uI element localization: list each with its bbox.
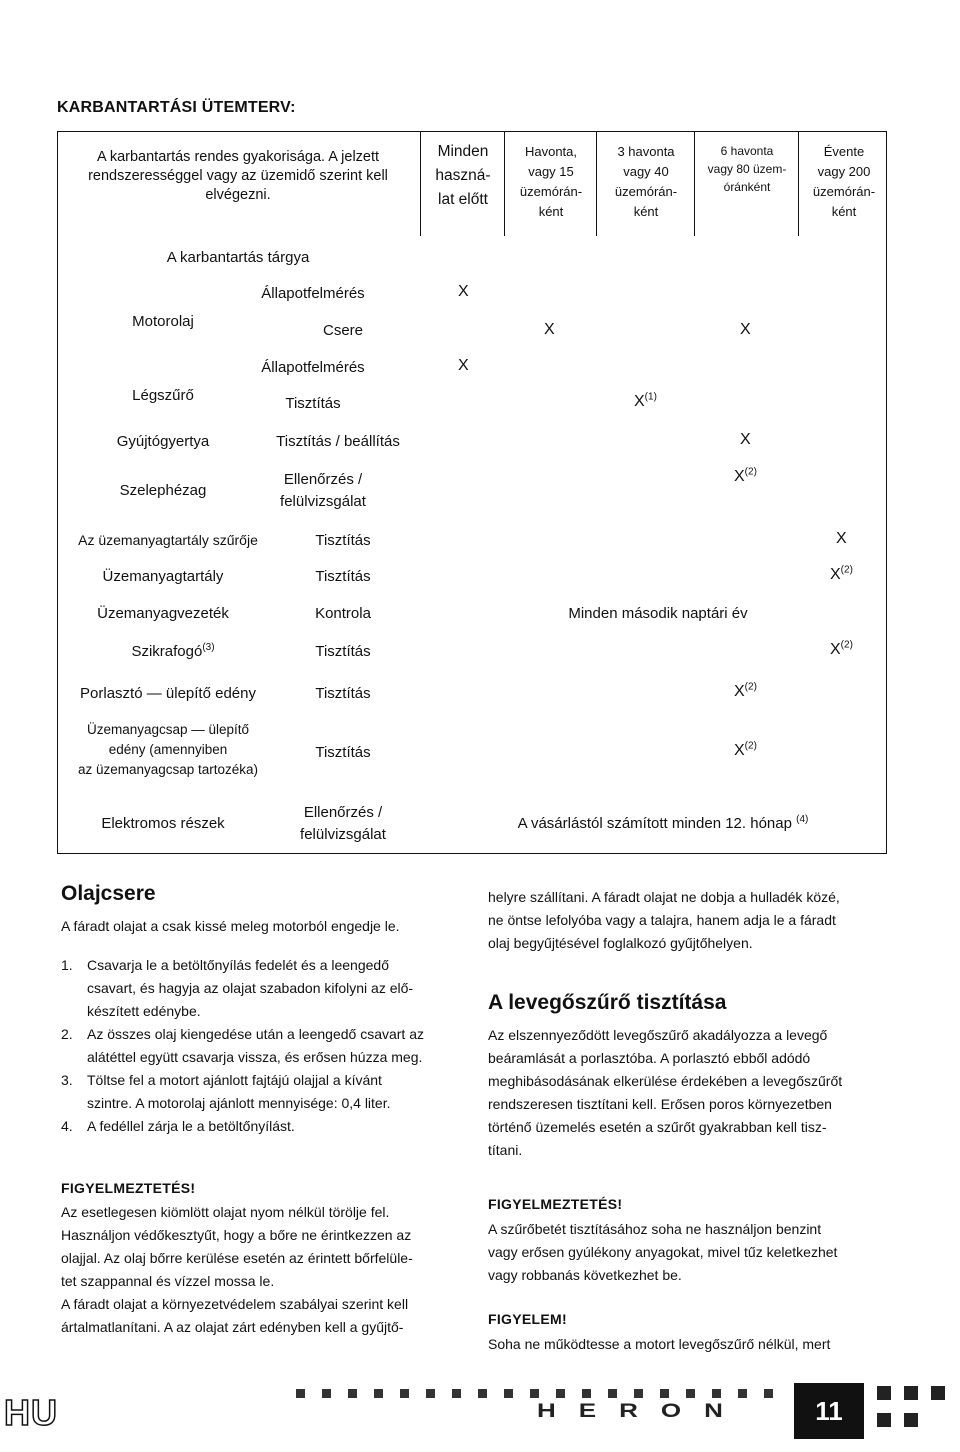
column-divider — [596, 132, 597, 236]
column-divider — [504, 132, 505, 236]
task-cleaning: Tisztítás — [315, 685, 371, 702]
mark-x-note: $X^{(2)}$ — [734, 466, 757, 485]
column-header-yearly: Évente vagy 200 üzemórán- ként — [812, 144, 876, 219]
mark-x-note: $X^{(2)}$ — [830, 639, 853, 658]
column-header-quarterly: 3 havonta vagy 40 üzemórán- ként — [614, 144, 678, 219]
schedule-title: KARBANTARTÁSI ÜTEMTERV: — [57, 99, 296, 116]
brand-logo: HERON — [537, 1398, 746, 1422]
task-replace: Csere — [322, 322, 363, 339]
task-condition-check: Állapotfelmérés — [261, 359, 365, 376]
mark-x: X — [458, 357, 469, 374]
column-header-half-yearly: 6 havonta vagy 80 üzem- óránként — [707, 144, 787, 194]
row-label-tank: Üzemanyagtartály — [102, 568, 224, 585]
oil-change-step: 3. Töltse fel a motort ajánlott fajtájú olajjal a kívánt szintre. A motorolaj ajánlott mennyisége: 0,4 liter. — [61, 1072, 391, 1111]
column-divider — [420, 132, 421, 236]
oil-change-steps — [61, 954, 471, 1138]
oil-change-step: 2. Az összes olaj kiengedése után a leengedő csavart az alátéttel együtt csavarja vissza, és erősen húzza meg. — [61, 1026, 424, 1065]
air-filter-warning-title: FIGYELMEZTETÉS! — [488, 1196, 623, 1212]
air-filter-text: Az elszennyeződött levegőszűrő akadályozza a levegő beáramlását a porlasztóba. A porlasztó ebből adódó meghibásodásának elkerülése érdekében a levegőszűrőt rendszeresen tisztítani kell. Erősen poros környezetben történő üzemelés esetén a szűrőt gyakrabban kell tisz- títani. — [488, 1027, 843, 1158]
column-header-before-use: Minden haszná- lat előtt — [435, 143, 491, 208]
span-every-second-year: Minden második naptári év — [568, 605, 748, 622]
mark-x-note: $X^{(2)}$ — [734, 681, 757, 700]
mark-x: X — [740, 431, 751, 448]
task-inspection: Ellenőrzés / felülvizsgálat — [300, 804, 386, 843]
mark-x: X — [458, 283, 469, 300]
mark-x: X — [544, 321, 555, 338]
task-cleaning: Tisztítás — [315, 568, 371, 585]
oil-warning-title: FIGYELMEZTETÉS! — [61, 1180, 196, 1196]
schedule-intro: A karbantartás rendes gyakorisága. A jelzett rendszerességgel vagy az üzemidő szerint kell elvégezni. — [88, 149, 388, 203]
task-cleaning-adjust: Tisztítás / beállítás — [276, 433, 400, 450]
span-every-12-months: A vásárlástól számított minden 12. hónap $^{(4)}$ — [517, 814, 809, 832]
task-cleaning: Tisztítás — [315, 643, 371, 660]
maintenance-schedule-table — [57, 131, 887, 854]
column-divider — [798, 132, 799, 236]
oil-change-step: 4. A fedéllel zárja le a betöltőnyílást. — [61, 1118, 295, 1134]
air-filter-warning-text: A szűrőbetét tisztításához soha ne használjon benzint vagy erősen gyúlékony anyagokat, mivel tűz keletkezhet vagy robbanás következhet be. — [488, 1221, 838, 1283]
mark-x: X — [836, 530, 847, 547]
row-label-fuel-line: Üzemanyagvezeték — [97, 605, 229, 622]
air-filter-attention-text: Soha ne működtesse a motort levegőszűrő nélkül, mert — [488, 1336, 831, 1352]
mark-x-note: $X^{(2)}$ — [830, 564, 853, 583]
row-label-carburetor-bowl: Porlasztó — ülepítő edény — [80, 685, 256, 702]
column-header-monthly: Havonta, vagy 15 üzemórán- ként — [519, 144, 583, 219]
task-cleaning: Tisztítás — [285, 395, 341, 412]
mark-x-note: $X^{(2)}$ — [734, 740, 757, 759]
task-cleaning: Tisztítás — [315, 532, 371, 549]
language-code: HU — [4, 1392, 58, 1433]
task-inspection: Ellenőrzés / felülvizsgálat — [280, 471, 366, 510]
row-label-spark-arrester: Szikrafogó$^{(3)}$ — [131, 642, 215, 660]
task-control: Kontrola — [315, 605, 371, 622]
air-filter-attention-title: FIGYELEM! — [488, 1311, 567, 1327]
section-title-oil-change: Olajcsere — [61, 882, 156, 905]
mark-x-note: $X^{(1)}$ — [634, 391, 657, 410]
subject-header: A karbantartás tárgya — [166, 249, 310, 266]
oil-disposal-continuation: helyre szállítani. A fáradt olajat ne dobja a hulladék közé, ne öntse lefolyóba vagy a talajra, hanem adja le a fáradt olaj begyűjtésével foglalkozó gyűjtőhelyen. — [488, 889, 840, 951]
column-divider — [694, 132, 695, 236]
section-title-air-filter: A levegőszűrő tisztítása — [488, 991, 727, 1014]
page-number: 11 — [794, 1383, 864, 1439]
task-condition-check: Állapotfelmérés — [261, 285, 365, 302]
row-label-electrical: Elektromos részek — [101, 815, 225, 832]
row-label-motorolaj: Motorolaj — [132, 313, 194, 330]
row-label-gyujtogyertya: Gyújtógyertya — [116, 433, 210, 450]
oil-warning-text: Az esetlegesen kiömlött olajat nyom nélkül törölje fel. Használjon védőkesztyűt, hogy a bőre ne érintkezzen az olajjal. Az olaj bőrre kerülése esetén az érintett bőrfelüle- tet szappannal és vízzel mossa le. A fáradt olajat a környezetvédelem szabályai szerint kell ártalmatlanítani. A az olajat zárt edényben kell a gyűjtő- — [61, 1204, 413, 1335]
task-cleaning: Tisztítás — [315, 744, 371, 761]
mark-x: X — [740, 321, 751, 338]
row-label-tank-filter: Az üzemanyagtartály szűrője — [78, 532, 258, 548]
oil-change-intro: A fáradt olajat a csak kissé meleg motorból engedje le. — [61, 918, 400, 934]
oil-change-step: 1. Csavarja le a betöltőnyílás fedelét és a leengedő csavart, és hagyja az olajat szabadon kifolyni az elő- készített edénybe. — [61, 957, 414, 1019]
row-label-szelephezag: Szelephézag — [119, 482, 207, 499]
row-label-fuel-valve-bowl: Üzemanyagcsap — ülepítő edény (amennyiben az üzemanyagcsap tartozéka) — [77, 722, 259, 777]
row-label-legszuro: Légszűrő — [132, 387, 194, 404]
